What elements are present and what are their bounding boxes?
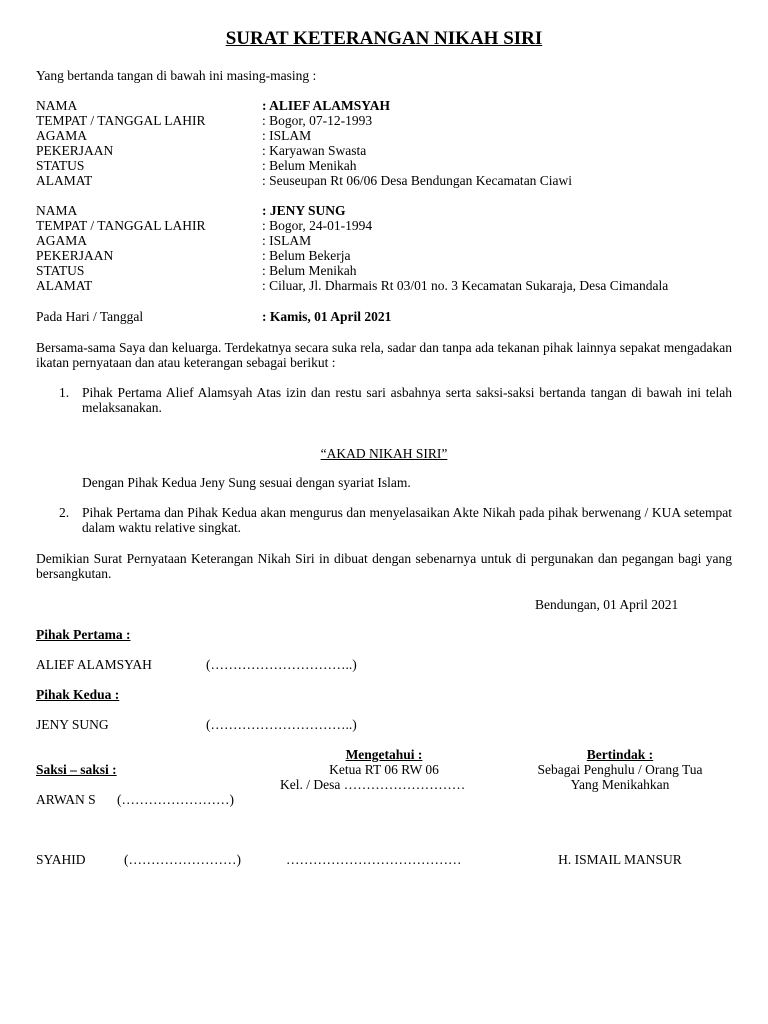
witness-signature-line: (……………………) — [117, 792, 234, 807]
person2-name-row — [36, 203, 736, 218]
acknowledged-rt: Ketua RT 06 RW 06 — [329, 762, 439, 777]
field-label: Pada Hari / Tanggal — [36, 309, 144, 324]
intro-text: Yang bertanda tangan di bawah ini masing-masing : — [36, 68, 317, 83]
first-party-heading: Pihak Pertama : — [36, 627, 131, 642]
place-date: Bendungan, 01 April 2021 — [535, 597, 679, 612]
person1-job-row — [36, 143, 736, 158]
item-2-text: Pihak Pertama dan Pihak Kedua akan mengurus dan menyelasaikan Akte Nikah pada pihak berwenang / KUA setempat dalam waktu relative singkat. — [82, 505, 732, 535]
acknowledged-signature-line: ………………………………… — [286, 852, 462, 867]
field-label: TEMPAT / TANGGAL LAHIR — [36, 218, 206, 233]
person1-name-row — [36, 98, 736, 113]
second-party-heading: Pihak Kedua : — [36, 687, 120, 702]
witness-signature-line: (……………………) — [124, 852, 241, 867]
closing-paragraph: Demikian Surat Pernyataan Keterangan Nikah Siri in dibuat dengan sebenarnya untuk di pergunakan dan pegangan bagi yang bersangkutan. — [36, 551, 732, 581]
second-party-name: JENY SUNG — [36, 717, 109, 732]
field-label: STATUS — [36, 263, 85, 278]
field-label: NAMA — [36, 203, 78, 218]
first-party-name: ALIEF ALAMSYAH — [36, 657, 152, 672]
field-value: : Ciluar, Jl. Dharmais Rt 03/01 no. 3 Kecamatan Sukaraja, Desa Cimandala — [262, 278, 669, 293]
field-value: : Belum Bekerja — [262, 248, 351, 263]
field-label: PEKERJAAN — [36, 248, 114, 263]
officiant-heading: Bertindak : — [586, 747, 654, 762]
item-number: 1. — [59, 385, 70, 400]
field-label: PEKERJAAN — [36, 143, 114, 158]
officiant-role-line2: Yang Menikahkan — [570, 777, 670, 792]
person1-birth-row — [36, 113, 736, 128]
field-value: : ISLAM — [262, 233, 312, 248]
field-label: STATUS — [36, 158, 85, 173]
field-value: : Bogor, 24-01-1994 — [262, 218, 373, 233]
first-party-signature-line: (…………………………..) — [206, 657, 357, 672]
field-value: : Karyawan Swasta — [262, 143, 367, 158]
person2-status-row — [36, 263, 736, 278]
agreement-paragraph: Bersama-sama Saya dan keluarga. Terdekatnya secara suka rela, sadar dan tanpa ada tekanan pihak lainnya sepakat mengadakan ikatan pernyataan dan atau keterangan sebagai berikut : — [36, 340, 732, 370]
witness-name: ARWAN S — [36, 792, 96, 807]
field-value: : Bogor, 07-12-1993 — [262, 113, 373, 128]
ceremony-date-row — [36, 309, 736, 324]
field-value: : ALIEF ALAMSYAH — [262, 98, 391, 113]
person1-address-row — [36, 173, 736, 188]
person2-birth-row — [36, 218, 736, 233]
person1-religion-row — [36, 128, 736, 143]
field-label: TEMPAT / TANGGAL LAHIR — [36, 113, 206, 128]
officiant-role-line1: Sebagai Penghulu / Orang Tua — [537, 762, 703, 777]
person2-religion-row — [36, 233, 736, 248]
person2-job-row — [36, 248, 736, 263]
akad-text: Dengan Pihak Kedua Jeny Sung sesuai dengan syariat Islam. — [82, 475, 411, 490]
field-label: ALAMAT — [36, 278, 93, 293]
acknowledged-village: Kel. / Desa ……………………… — [280, 777, 466, 792]
field-label: AGAMA — [36, 128, 88, 143]
witness-name: SYAHID — [36, 852, 86, 867]
field-label: NAMA — [36, 98, 78, 113]
person1-status-row — [36, 158, 736, 173]
person2-address-row — [36, 278, 736, 293]
field-value: : Belum Menikah — [262, 263, 357, 278]
field-value: : Seuseupan Rt 06/06 Desa Bendungan Kecamatan Ciawi — [262, 173, 573, 188]
second-party-signature-line: (…………………………..) — [206, 717, 357, 732]
field-value: : JENY SUNG — [262, 203, 346, 218]
field-value: : Belum Menikah — [262, 158, 357, 173]
acknowledged-heading: Mengetahui : — [345, 747, 423, 762]
officiant-name: H. ISMAIL MANSUR — [558, 852, 682, 867]
field-value: : ISLAM — [262, 128, 312, 143]
akad-heading: “AKAD NIKAH SIRI” — [320, 446, 448, 461]
field-label: ALAMAT — [36, 173, 93, 188]
witnesses-heading: Saksi – saksi : — [36, 762, 117, 777]
field-value: : Kamis, 01 April 2021 — [262, 309, 392, 324]
item-1-text: Pihak Pertama Alief Alamsyah Atas izin dan restu sari asbahnya serta saksi-saksi bertanda tangan di bawah ini telah melaksanakan. — [82, 385, 732, 415]
item-number: 2. — [59, 505, 70, 520]
field-label: AGAMA — [36, 233, 88, 248]
document-title: SURAT KETERANGAN NIKAH SIRI — [225, 28, 543, 49]
